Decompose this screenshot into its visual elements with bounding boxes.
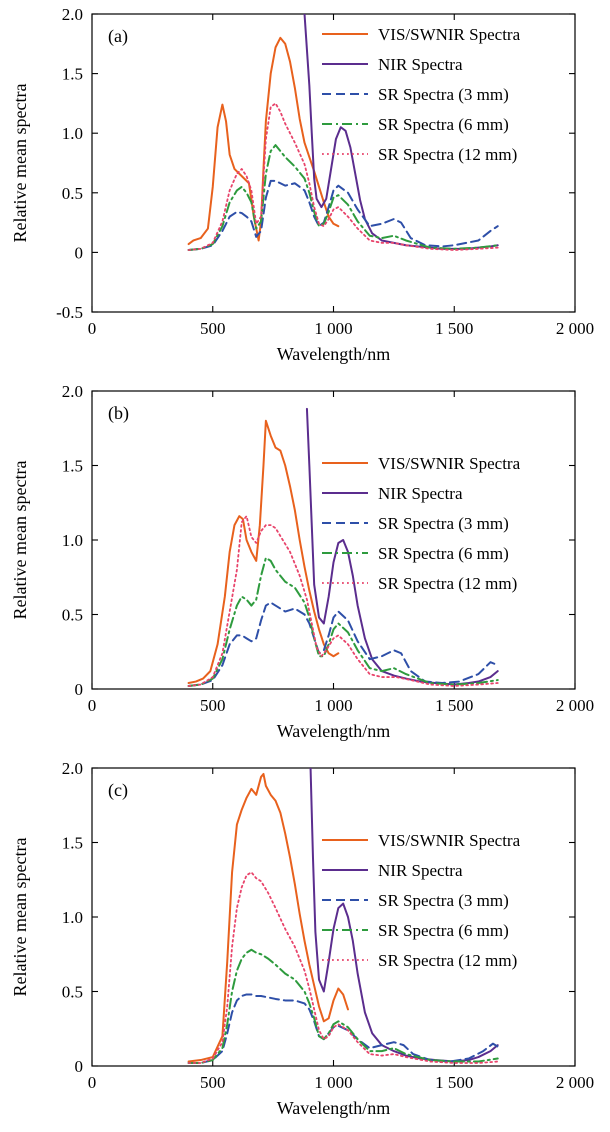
svg-text:2.0: 2.0 bbox=[61, 382, 83, 401]
svg-text:0.5: 0.5 bbox=[61, 982, 83, 1002]
svg-text:0: 0 bbox=[74, 243, 83, 263]
panel-tag: (b) bbox=[108, 403, 129, 423]
plot-area bbox=[0, 754, 610, 1131]
svg-text:1.0: 1.0 bbox=[61, 531, 83, 550]
svg-text:1 500: 1 500 bbox=[435, 1073, 474, 1092]
svg-text:500: 500 bbox=[200, 696, 226, 715]
legend-label: SR Spectra (12 mm) bbox=[378, 145, 518, 164]
svg-text:1 500: 1 500 bbox=[435, 319, 474, 338]
svg-text:2 000: 2 000 bbox=[555, 696, 595, 715]
series-line bbox=[311, 768, 498, 1062]
legend-label: SR Spectra (12 mm) bbox=[378, 951, 518, 970]
svg-text:1.0: 1.0 bbox=[61, 908, 83, 927]
series-line bbox=[189, 603, 498, 686]
svg-text:1 000: 1 000 bbox=[314, 319, 353, 338]
legend-label: VIS/SWNIR Spectra bbox=[378, 831, 521, 850]
svg-text:2.0: 2.0 bbox=[61, 759, 83, 778]
legend-label: SR Spectra (6 mm) bbox=[378, 544, 509, 563]
y-axis-label: Relative mean spectra bbox=[10, 83, 30, 243]
svg-text:0: 0 bbox=[87, 696, 97, 715]
legend-label: SR Spectra (6 mm) bbox=[378, 921, 509, 940]
legend-label: SR Spectra (6 mm) bbox=[378, 115, 509, 134]
svg-text:0.5: 0.5 bbox=[61, 605, 83, 625]
svg-text:2.0: 2.0 bbox=[61, 5, 83, 24]
svg-text:-0.5: -0.5 bbox=[56, 303, 83, 322]
plot-area bbox=[0, 377, 610, 754]
panel-a bbox=[0, 0, 610, 377]
legend-label: SR Spectra (12 mm) bbox=[378, 574, 518, 593]
legend-label: SR Spectra (3 mm) bbox=[378, 514, 509, 533]
panel-b bbox=[0, 377, 610, 754]
y-axis-label: Relative mean spectra bbox=[10, 837, 30, 997]
series-line bbox=[189, 774, 348, 1062]
legend-label: VIS/SWNIR Spectra bbox=[378, 454, 521, 473]
legend-label: NIR Spectra bbox=[378, 55, 463, 74]
panel-tag: (a) bbox=[108, 26, 128, 46]
svg-text:0: 0 bbox=[74, 680, 83, 699]
svg-text:0.5: 0.5 bbox=[61, 183, 83, 203]
svg-text:500: 500 bbox=[200, 1073, 226, 1092]
panel-tag: (c) bbox=[108, 780, 128, 800]
svg-text:1.5: 1.5 bbox=[61, 456, 83, 476]
svg-text:0: 0 bbox=[87, 319, 97, 338]
svg-text:0: 0 bbox=[87, 1073, 97, 1092]
svg-text:500: 500 bbox=[200, 319, 226, 338]
svg-text:1 000: 1 000 bbox=[314, 696, 353, 715]
x-axis-label: Wavelength/nm bbox=[276, 721, 391, 741]
x-axis-label: Wavelength/nm bbox=[276, 1098, 391, 1118]
legend-label: SR Spectra (3 mm) bbox=[378, 85, 509, 104]
panel-c bbox=[0, 754, 610, 1131]
svg-text:2 000: 2 000 bbox=[555, 1073, 595, 1092]
x-axis-label: Wavelength/nm bbox=[276, 344, 391, 364]
y-axis-label: Relative mean spectra bbox=[10, 460, 30, 620]
svg-text:1.5: 1.5 bbox=[61, 64, 83, 84]
series-line bbox=[189, 181, 498, 250]
legend-label: NIR Spectra bbox=[378, 484, 463, 503]
svg-text:1 000: 1 000 bbox=[314, 1073, 353, 1092]
series-line bbox=[189, 994, 498, 1063]
svg-text:1.0: 1.0 bbox=[61, 124, 83, 144]
plot-area bbox=[0, 0, 610, 377]
svg-text:1.5: 1.5 bbox=[61, 833, 83, 853]
svg-text:2 000: 2 000 bbox=[555, 319, 595, 338]
svg-text:1 500: 1 500 bbox=[435, 696, 474, 715]
legend-label: NIR Spectra bbox=[378, 861, 463, 880]
svg-text:0: 0 bbox=[74, 1057, 83, 1076]
legend-label: SR Spectra (3 mm) bbox=[378, 891, 509, 910]
legend-label: VIS/SWNIR Spectra bbox=[378, 25, 521, 44]
